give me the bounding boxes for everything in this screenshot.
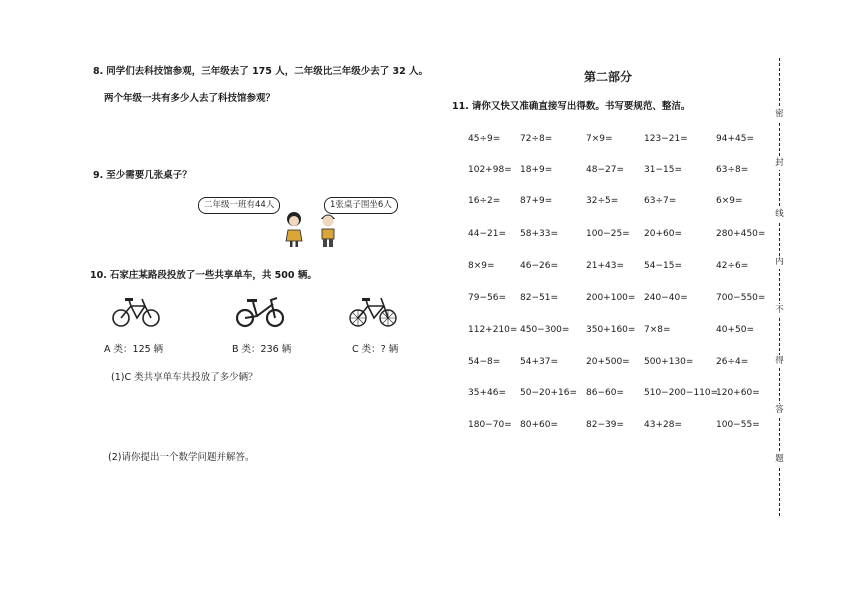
- question-9-number: 9.: [93, 170, 104, 181]
- question-10: [90, 270, 317, 282]
- calc-item: 31−15=: [644, 165, 682, 175]
- calc-item: 21+43=: [586, 261, 624, 271]
- girl-student-icon: [284, 210, 304, 250]
- bike-a-label: A 类：125 辆: [104, 344, 164, 355]
- seal-char: 内: [773, 256, 786, 269]
- calc-item: 40+50=: [716, 325, 754, 335]
- question-9-text: 至少需要几张桌子？: [106, 170, 192, 181]
- question-10-text: 石家庄某路段投放了一些共享单车，共 500 辆。: [109, 270, 317, 281]
- seal-char: 得: [773, 355, 786, 368]
- calc-item: 700−550=: [716, 293, 766, 303]
- calc-item: 32÷5=: [586, 196, 619, 206]
- calc-item: 8×9=: [468, 261, 495, 271]
- calc-item: 7×8=: [644, 325, 671, 335]
- calc-item: 82−51=: [520, 293, 558, 303]
- calc-item: 48−27=: [586, 165, 624, 175]
- question-9: [93, 170, 192, 182]
- calc-item: 123−21=: [644, 134, 688, 144]
- calc-item: 44−21=: [468, 229, 506, 239]
- seal-char: 答: [773, 404, 786, 417]
- calc-item: 54−15=: [644, 261, 682, 271]
- question-10-sub1: (1)C 类共享单车共投放了多少辆？: [111, 372, 258, 383]
- calc-item: 63÷8=: [716, 165, 749, 175]
- speech-bubble-left: 二年级一班有44人: [198, 197, 280, 214]
- bike-b-label: B 类：236 辆: [232, 344, 292, 355]
- calc-item: 102+98=: [468, 165, 512, 175]
- calc-item: 18+9=: [520, 165, 553, 175]
- question-8-line2: 两个年级一共有多少人去了科技馆参观？: [104, 93, 276, 104]
- calc-item: 350+160=: [586, 325, 636, 335]
- calc-item: 500+130=: [644, 357, 694, 367]
- calc-item: 510−200−110=: [644, 388, 719, 398]
- question-10-number: 10.: [90, 270, 107, 281]
- question-10-sub2: (2)请你提出一个数学问题并解答。: [108, 452, 255, 463]
- calc-item: 50−20+16=: [520, 388, 577, 398]
- calc-item: 79−56=: [468, 293, 506, 303]
- question-11-number: 11.: [452, 101, 469, 112]
- calc-item: 86−60=: [586, 388, 624, 398]
- calc-item: 42÷6=: [716, 261, 749, 271]
- boy-student-icon: [318, 210, 338, 250]
- bike-a-icon: [111, 294, 161, 328]
- bike-c-icon: [348, 294, 398, 328]
- bike-c-label: C 类：? 辆: [352, 344, 399, 355]
- calc-item: 54−8=: [468, 357, 501, 367]
- section-title: 第二部分: [584, 70, 633, 84]
- seal-char: 线: [773, 208, 786, 221]
- calc-item: 100−25=: [586, 229, 630, 239]
- question-8-line1: 同学们去科技馆参观，三年级去了 175 人，二年级比三年级少去了 32 人。: [106, 66, 429, 77]
- calc-item: 200+100=: [586, 293, 636, 303]
- calc-item: 43+28=: [644, 420, 682, 430]
- calc-item: 87+9=: [520, 196, 553, 206]
- calc-item: 26÷4=: [716, 357, 749, 367]
- speech-bubble-right: 1张桌子围坐6人: [324, 197, 398, 214]
- calc-item: 7×9=: [586, 134, 613, 144]
- calc-item: 45÷9=: [468, 134, 501, 144]
- calc-item: 450−300=: [520, 325, 570, 335]
- calc-item: 112+210=: [468, 325, 518, 335]
- calc-item: 54+37=: [520, 357, 558, 367]
- question-11: [452, 101, 690, 113]
- question-11-text: 请你又快又准确直接写出得数。书写要规范、整洁。: [471, 101, 691, 112]
- calc-item: 100−55=: [716, 420, 760, 430]
- seal-char: 题: [773, 453, 786, 466]
- calc-item: 16÷2=: [468, 196, 501, 206]
- seal-line: [779, 58, 780, 516]
- calc-item: 20+500=: [586, 357, 630, 367]
- calc-item: 94+45=: [716, 134, 754, 144]
- calc-item: 20+60=: [644, 229, 682, 239]
- calc-item: 280+450=: [716, 229, 766, 239]
- calc-item: 63÷7=: [644, 196, 677, 206]
- calc-item: 180−70=: [468, 420, 512, 430]
- calc-item: 58+33=: [520, 229, 558, 239]
- calc-item: 35+46=: [468, 388, 506, 398]
- seal-char: 封: [773, 157, 786, 170]
- calc-item: 6×9=: [716, 196, 743, 206]
- calc-item: 240−40=: [644, 293, 688, 303]
- question-8: [93, 66, 428, 78]
- calc-item: 82−39=: [586, 420, 624, 430]
- calc-item: 80+60=: [520, 420, 558, 430]
- calc-item: 46−26=: [520, 261, 558, 271]
- calc-item: 72÷8=: [520, 134, 553, 144]
- bike-b-icon: [235, 294, 285, 328]
- calc-item: 120+60=: [716, 388, 760, 398]
- seal-char: 不: [773, 304, 786, 317]
- question-8-number: 8.: [93, 66, 104, 77]
- seal-char: 密: [773, 108, 786, 121]
